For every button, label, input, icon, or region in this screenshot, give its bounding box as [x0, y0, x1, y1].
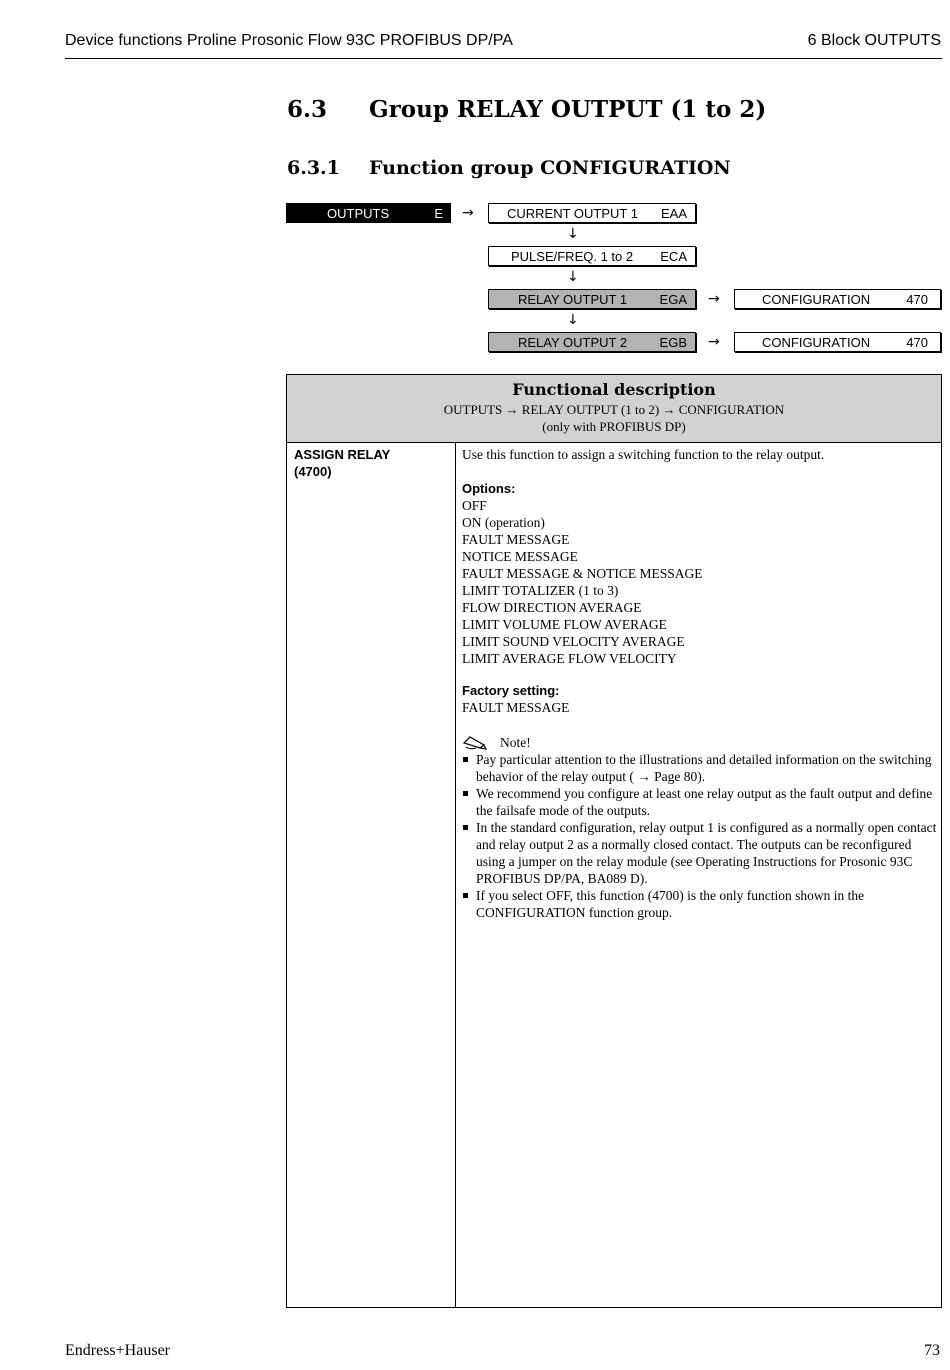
group-current-output-1 — [488, 203, 696, 223]
note-label: Note! — [500, 734, 531, 750]
right-arrow-icon: → — [462, 205, 474, 221]
running-header-right: 6 Block OUTPUTS — [807, 32, 941, 49]
function-name-cell — [294, 446, 390, 480]
option-item: FLOW DIRECTION AVERAGE — [462, 600, 642, 615]
option-item: LIMIT VOLUME FLOW AVERAGE — [462, 617, 667, 632]
note-item — [462, 785, 937, 819]
group-code: EGA — [659, 291, 687, 307]
option-item: ON (operation) — [462, 515, 545, 530]
section-title: Group RELAY OUTPUT (1 to 2) — [369, 96, 767, 123]
intro-text: Use this function to assign a switching function to the relay output. — [462, 447, 825, 462]
function-group-configuration-2 — [734, 332, 941, 352]
group-label: PULSE/FREQ. 1 to 2 — [511, 248, 634, 264]
factory-setting-value: FAULT MESSAGE — [462, 700, 570, 715]
note-heading — [462, 733, 937, 751]
header-rule — [65, 58, 942, 59]
table-path: OUTPUTS → RELAY OUTPUT (1 to 2) → CONFIGURATION — [443, 402, 785, 417]
table-path-note: (only with PROFIBUS DP) — [542, 419, 686, 434]
function-group-configuration-1 — [734, 289, 941, 309]
functional-description-table — [286, 374, 942, 1308]
group-relay-output-1 — [488, 289, 696, 309]
group-code: EAA — [660, 205, 687, 221]
bullet-icon — [463, 757, 468, 762]
bullet-icon — [463, 893, 468, 898]
down-arrow-icon: ↓ — [567, 226, 579, 242]
note-text: If you select OFF, this function (4700) is the only function shown in the CONFIGURATION function group. — [476, 888, 865, 920]
down-arrow-icon: ↓ — [567, 269, 579, 285]
block-code: E — [434, 205, 443, 221]
function-group-label: CONFIGURATION — [762, 291, 871, 307]
running-header-left: Device functions Proline Prosonic Flow 93C PROFIBUS DP/PA — [65, 32, 513, 49]
bullet-icon — [463, 791, 468, 796]
block-label: OUTPUTS — [327, 205, 390, 221]
group-label: RELAY OUTPUT 1 — [518, 291, 628, 307]
note-text: We recommend you configure at least one relay output as the fault output and define the failsafe mode of the outputs. — [476, 786, 933, 818]
column-divider — [455, 442, 456, 1307]
block-outputs — [286, 203, 451, 223]
function-group-code: 470 — [906, 291, 928, 307]
down-arrow-icon: ↓ — [567, 312, 579, 328]
group-relay-output-2 — [488, 332, 696, 352]
table-title: Functional description — [512, 380, 716, 399]
function-code: (4700) — [294, 464, 332, 479]
right-arrow-icon: → — [708, 334, 720, 350]
function-description-cell — [462, 446, 937, 921]
group-code: ECA — [660, 248, 687, 264]
option-item: LIMIT AVERAGE FLOW VELOCITY — [462, 651, 677, 666]
factory-setting-label: Factory setting: — [462, 683, 560, 698]
note-item — [462, 887, 937, 921]
pencil-note-icon — [462, 734, 490, 750]
option-item: FAULT MESSAGE — [462, 532, 570, 547]
option-item: OFF — [462, 498, 487, 513]
group-label: RELAY OUTPUT 2 — [518, 334, 628, 350]
option-item: FAULT MESSAGE & NOTICE MESSAGE — [462, 566, 703, 581]
note-list — [462, 751, 937, 921]
options-label: Options: — [462, 481, 516, 496]
section-heading — [287, 96, 766, 123]
option-item: LIMIT TOTALIZER (1 to 3) — [462, 583, 619, 598]
group-label: CURRENT OUTPUT 1 — [507, 205, 638, 221]
group-code: EGB — [659, 334, 687, 350]
note-item — [462, 751, 937, 785]
group-pulse-freq — [488, 246, 696, 266]
note-item — [462, 819, 937, 887]
right-arrow-icon: → — [708, 291, 720, 307]
function-name: ASSIGN RELAY — [294, 447, 391, 462]
note-text: Pay particular attention to the illustrations and detailed information on the switching behavior of the relay output ( → Page 80). — [476, 752, 932, 784]
subsection-title: Function group CONFIGURATION — [369, 157, 731, 179]
option-item: LIMIT SOUND VELOCITY AVERAGE — [462, 634, 685, 649]
function-group-code: 470 — [906, 334, 928, 350]
subsection-number: 6.3.1 — [287, 157, 340, 179]
footer-brand: Endress+Hauser — [65, 1342, 170, 1359]
table-header — [287, 375, 941, 443]
section-number: 6.3 — [287, 96, 328, 123]
option-item: NOTICE MESSAGE — [462, 549, 578, 564]
subsection-heading — [287, 157, 731, 179]
page-number: 73 — [924, 1342, 940, 1359]
note-text: In the standard configuration, relay output 1 is configured as a normally open contact and relay output 2 as a normally closed contact. The outputs can be reconfigured using a jumper on the relay module (see Operating Instructions for Prosonic 93C PROFIBUS DP/PA, BA089 D). — [476, 820, 937, 886]
bullet-icon — [463, 825, 468, 830]
function-group-label: CONFIGURATION — [762, 334, 871, 350]
